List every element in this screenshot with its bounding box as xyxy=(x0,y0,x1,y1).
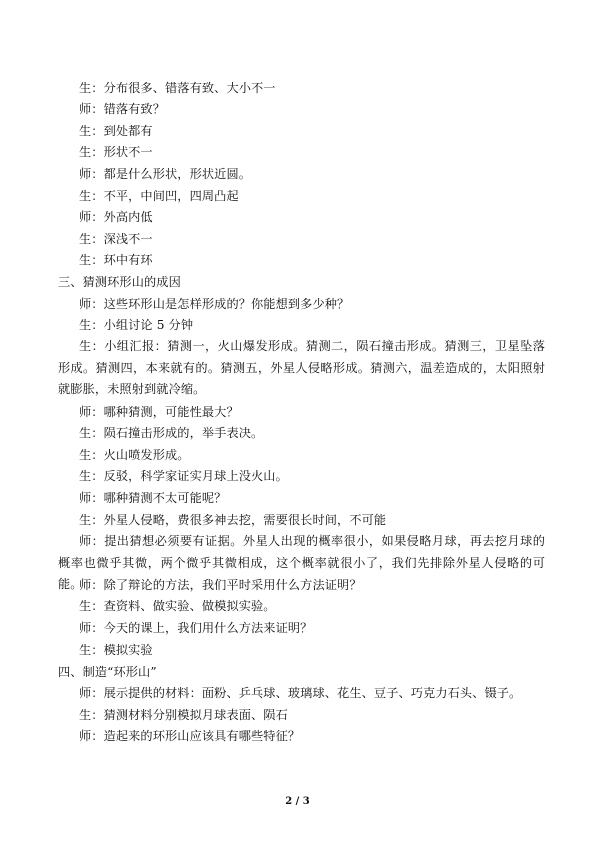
text-line: 生：不平，中间凹，四周凸起 xyxy=(79,189,239,203)
text-line: 师：外高内低 xyxy=(79,210,153,224)
text-line: 师：都是什么形状，形状近圆。 xyxy=(79,167,252,181)
text-paragraph: 生：小组汇报：猜测一，火山爆发形成。猜测二，陨石撞击形成。猜测三，卫星坠落形成。猜测四，本来就有的。猜测五，外星人侵略形成。猜测六，温差造成的，太阳照射就膨胀，未照射到就冷缩。 xyxy=(58,339,545,397)
text-line: 生：分布很多、错落有致、大小不一 xyxy=(79,81,276,95)
text-line: 师：哪种猜测不太可能呢？ xyxy=(79,491,227,505)
text-line: 生：模拟实验 xyxy=(79,643,153,657)
text-line: 师：造起来的环形山应该具有哪些特征？ xyxy=(79,729,301,743)
text-line: 师：今天的课上，我们用什么方法来证明？ xyxy=(79,621,313,635)
text-line: 生：火山喷发形成。 xyxy=(79,448,190,462)
text-line: 生：小组讨论 5 分钟 xyxy=(79,318,194,332)
text-paragraph: 师：提出猜想必须要有证据。外星人出现的概率很小，如果侵略月球，再去挖月球的概率也微乎其微，两个微乎其微相成，这个概率就很小了，我们先排除外星人侵略的可能。 xyxy=(58,534,545,592)
text-line: 师：错落有致？ xyxy=(79,102,166,116)
section-heading: 四、制造“环形山” xyxy=(58,665,157,679)
section-heading: 三、猜测环形山的成因 xyxy=(58,275,181,289)
text-line: 师：展示提供的材料：面粉、乒乓球、玻璃球、花生、豆子、巧克力石头、镊子。 xyxy=(79,686,522,700)
text-line: 生：陨石撞击形成的，举手表决。 xyxy=(79,426,264,440)
text-line: 师：除了辩论的方法，我们平时采用什么方法证明？ xyxy=(79,578,362,592)
text-line: 生：反驳，科学家证实月球上没火山。 xyxy=(79,469,288,483)
text-line: 生：深浅不一 xyxy=(79,232,153,246)
text-line: 师：哪种猜测，可能性最大？ xyxy=(79,405,239,419)
page-number: 2 / 3 xyxy=(285,796,310,807)
text-line: 生：查资料、做实验、做模拟实验。 xyxy=(79,599,276,613)
text-line: 生：到处都有 xyxy=(79,124,153,138)
text-line: 生：环中有环 xyxy=(79,253,153,267)
text-line: 生：猜测材料分别模拟月球表面、陨石 xyxy=(79,708,288,722)
text-line: 生：外星人侵略，费很多神去挖，需要很长时间，不可能 xyxy=(79,513,387,527)
text-line: 生：形状不一 xyxy=(79,145,153,159)
text-line: 师：这些环形山是怎样形成的？你能想到多少种？ xyxy=(79,297,350,311)
